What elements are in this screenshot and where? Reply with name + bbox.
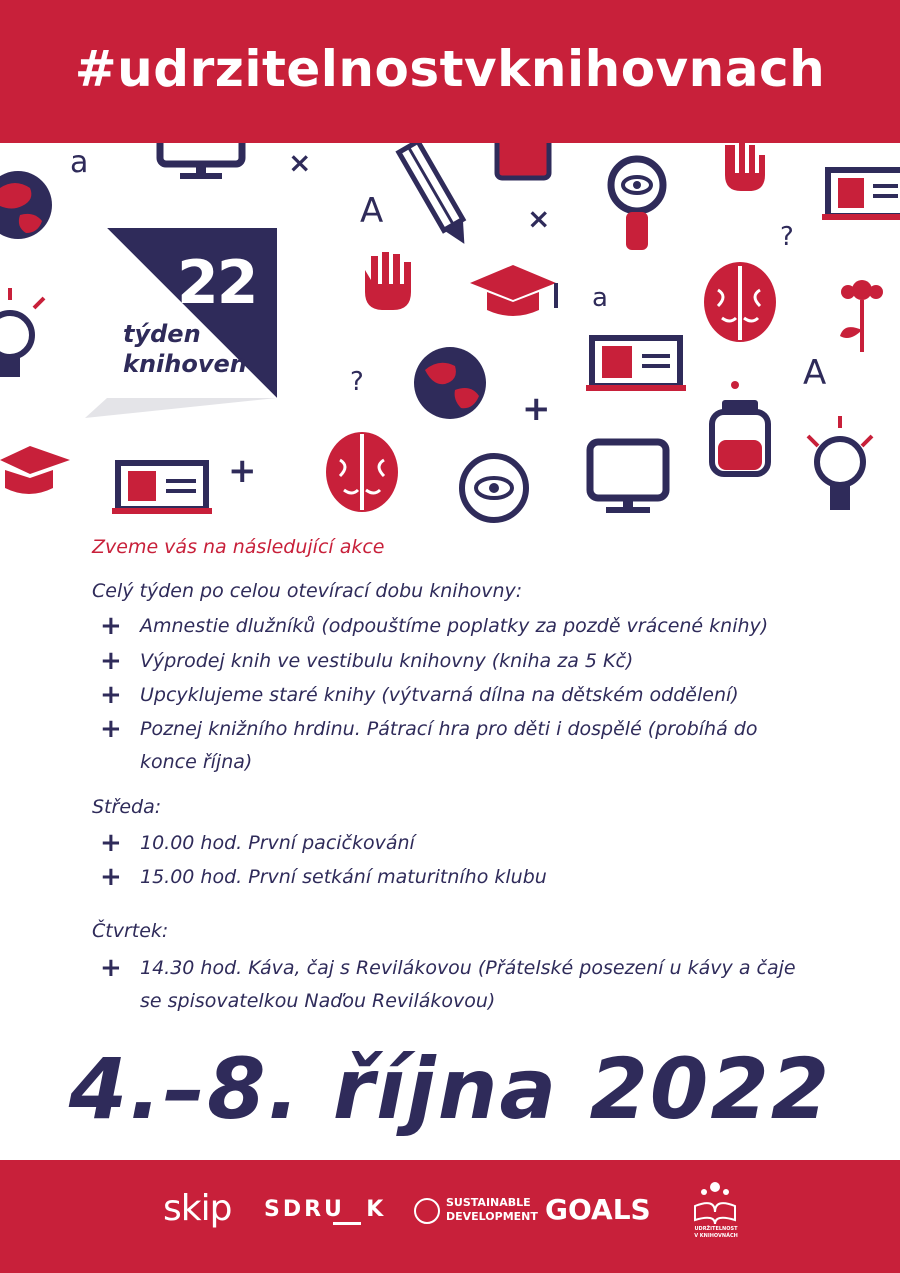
- monitor-icon: [160, 143, 242, 179]
- hand-icon: [365, 252, 411, 310]
- lightbulb-icon: [0, 288, 44, 377]
- list-item: + Upcyklujeme staré knihy (výtvarná dílna na dětském oddělení): [100, 680, 739, 710]
- book-cover-icon: [497, 143, 549, 178]
- plus-icon: +: [100, 828, 122, 858]
- sdruk-logo: SDRU K: [264, 1197, 387, 1222]
- open-book-icon: [822, 170, 900, 220]
- globe-icon: [414, 347, 486, 419]
- plus-icon: +: [100, 714, 122, 744]
- un-emblem-icon: [414, 1198, 440, 1224]
- plus-icon: +: [228, 451, 257, 491]
- hand-icon: [725, 143, 765, 191]
- cross-icon: ×: [527, 202, 551, 235]
- brain-icon: [704, 262, 776, 342]
- letter-a-icon: A: [360, 191, 384, 231]
- flower-icon: [840, 280, 883, 352]
- logo-line2: knihoven: [123, 350, 247, 378]
- udrz-line2: V KNIHOVNÁCH: [694, 1233, 738, 1239]
- sdruk-book-underline: [333, 1222, 361, 1225]
- question-icon: ?: [780, 222, 794, 252]
- section-title-week: Celý týden po celou otevírací dobu knihovny:: [92, 580, 523, 602]
- intro-text: Zveme vás na následující akce: [92, 536, 385, 558]
- lightbulb-icon: [808, 416, 872, 510]
- cross-icon: ×: [288, 146, 312, 179]
- sdg-goals: GOALS: [545, 1193, 651, 1226]
- plus-icon: +: [100, 611, 122, 641]
- plus-icon: +: [100, 862, 122, 892]
- list-item: + Výprodej knih ve vestibulu knihovny (kniha za 5 Kč): [100, 646, 634, 676]
- open-book-icon: [112, 463, 212, 514]
- plus-icon: +: [100, 646, 122, 676]
- potion-bottle-icon: [712, 381, 768, 474]
- graduation-cap-icon: [470, 265, 556, 316]
- sdg-line1: SUSTAINABLE: [446, 1196, 531, 1209]
- section-title-thursday: Čtvrtek:: [92, 920, 169, 942]
- brain-icon: [326, 432, 398, 512]
- open-book-icon: [586, 338, 686, 391]
- udrz-line1: UDRŽITELNOST: [694, 1226, 738, 1232]
- logo-line1: týden: [123, 320, 201, 348]
- list-item: + 14.30 hod. Káva, čaj s Revilákovou (Přátelské posezení u kávy a čaje se spisovatelkou Naďou Revilákovou): [100, 953, 796, 1012]
- letter-a-icon: a: [70, 145, 89, 180]
- magnifier-eye-icon: [611, 159, 663, 250]
- tyden-knihoven-logo: [85, 228, 285, 428]
- event-date: 4.–8. října 2022: [68, 1040, 832, 1138]
- monitor-icon: [590, 442, 666, 513]
- list-item: + 10.00 hod. První pacičkování: [100, 828, 415, 858]
- eye-icon: [462, 456, 526, 520]
- plus-icon: +: [100, 953, 122, 983]
- list-item: + 15.00 hod. První setkání maturitního klubu: [100, 862, 547, 892]
- hashtag-title: #udrzitelnostvknihovnach: [74, 40, 826, 98]
- sdg-line2: DEVELOPMENT: [446, 1210, 538, 1223]
- pencil-icon: [399, 143, 474, 249]
- list-item: + Poznej knižního hrdinu. Pátrací hra pro děti i dospělé (probíhá do konce října): [100, 714, 758, 773]
- plus-icon: +: [522, 389, 551, 429]
- question-icon: ?: [350, 367, 364, 397]
- udrzitelnost-logo-icon: [690, 1178, 740, 1224]
- plus-icon: +: [100, 680, 122, 710]
- globe-icon: [0, 171, 52, 239]
- letter-a-icon: A: [803, 353, 827, 393]
- section-title-wednesday: Středa:: [92, 796, 162, 818]
- logo-number: 22: [177, 248, 257, 318]
- graduation-cap-icon: [0, 446, 70, 494]
- list-item: + Amnestie dlužníků (odpouštíme poplatky za pozdě vrácené knihy): [100, 611, 769, 641]
- skip-logo: skip: [163, 1188, 232, 1229]
- letter-a-icon: a: [592, 283, 608, 313]
